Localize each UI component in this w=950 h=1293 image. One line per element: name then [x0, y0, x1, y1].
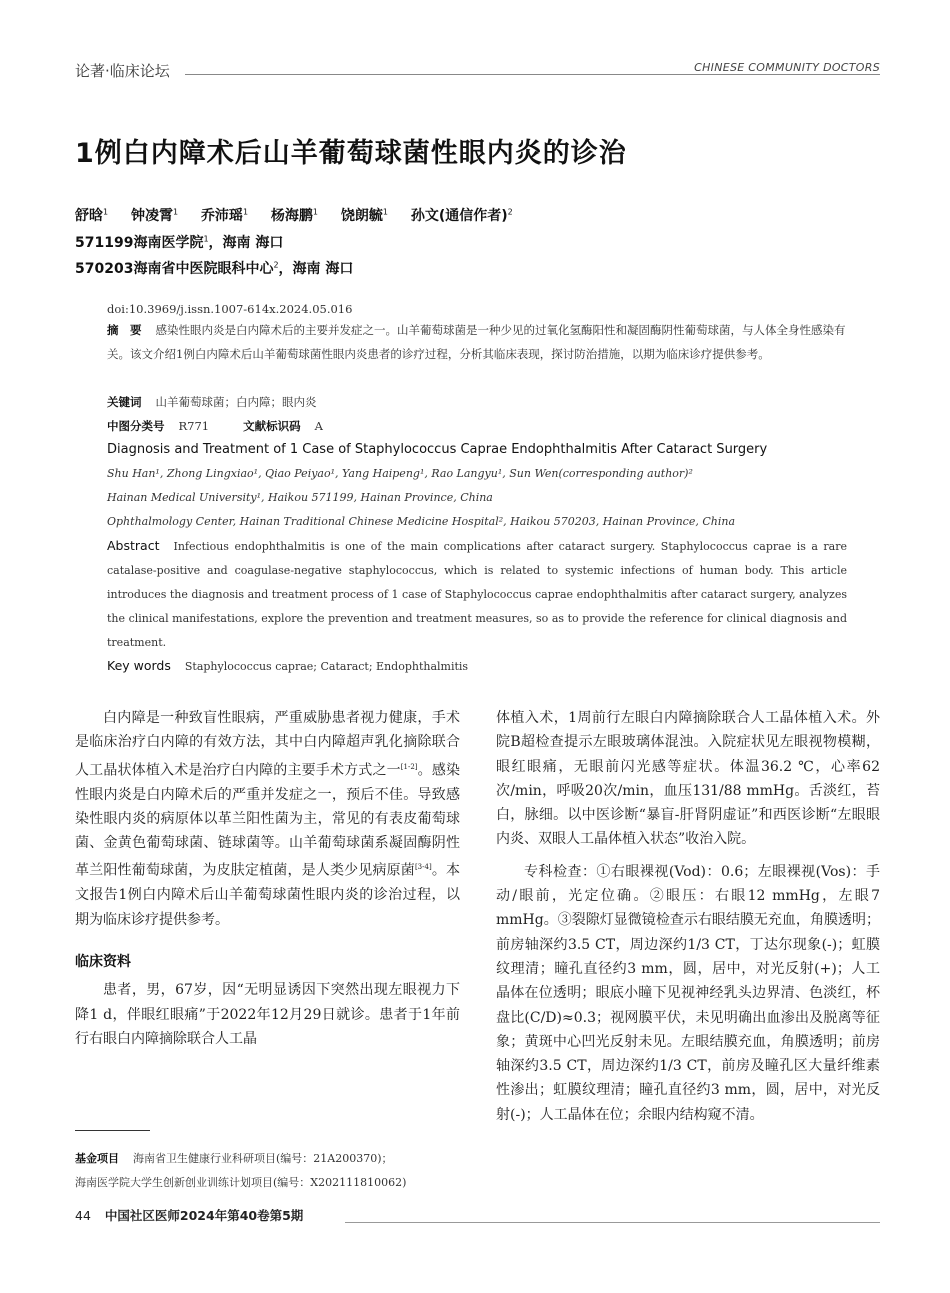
- author: 钟凌霄$^1$: [130, 207, 179, 224]
- section-label: 论著·临床论坛: [75, 62, 170, 80]
- keywords-label: 关键词: [107, 395, 142, 409]
- english-affiliation-2: Ophthalmology Center, Hainan Traditional Chinese Medicine Hospital², Haikou 570203, Hainan Province, China: [107, 515, 736, 528]
- english-title: Diagnosis and Treatment of 1 Case of Staphylococcus Caprae Endophthalmitis After Cataract Surgery: [107, 442, 768, 457]
- page-footer: [75, 1206, 303, 1224]
- exam-paragraph: 专科检查：①右眼裸视(Vod)：0.6；左眼裸视(Vos)：手动/眼前，光定位确。②眼压：右眼12 mmHg，左眼7 mmHg。③裂隙灯显微镜检查示右眼结膜无充血，角膜透明；前房轴深约3.5 CT，周边深约1/3 CT，丁达尔现象(-)；虹膜纹理清；瞳孔直径约3 mm，圆，居中，对光反射(+)；人工晶体在位透明；眼底小瞳下见视神经乳头边界清、色淡红，杯盘比(C/D)≈0.3；视网膜平伏，未见明确出血渗出及脱离等征象；黄斑中心凹光反射未见。左眼结膜充血，角膜透明；前房轴深约3.5 CT，周边深约1/3 CT，前房及瞳孔区大量纤维素性渗出；虹膜纹理清；瞳孔直径约3 mm，圆，居中，对光反射(-)；人工晶体在位；余眼内结构窥不清。: [496, 863, 880, 1123]
- keywords-cn: 关键词 山羊葡萄球菌；白内障；眼内炎: [107, 395, 317, 409]
- affiliation-1: 571199海南医学院$^1$，海南 海口: [75, 234, 284, 251]
- author-list: [75, 205, 531, 225]
- article-title: 1例白内障术后山羊葡萄球菌性眼内炎的诊治: [75, 138, 627, 169]
- abstract-cn: [107, 318, 847, 366]
- footer-divider: [345, 1222, 880, 1223]
- english-authors: Shu Han¹, Zhong Lingxiao¹, Qiao Peiyao¹, Yang Haipeng¹, Rao Langyu¹, Sun Wen(corresponding author)²: [107, 467, 693, 480]
- page-number: 44: [75, 1208, 91, 1223]
- footnote-divider: [75, 1130, 150, 1131]
- intro-paragraph: 白内障是一种致盲性眼病，严重威胁患者视力健康，手术是临床治疗白内障的有效方法，其中白内障超声乳化摘除联合人工晶状体植入术是治疗白内障的主要手术方式之一[1-2]。感染性眼内炎是白内障术后的严重并发症之一，预后不佳。导致感染性眼内炎的病原体以革兰阳性菌为主，常见的有表皮葡萄球菌、金黄色葡萄球菌、链球菌等。山羊葡萄球菌系凝固酶阴性革兰阳性葡萄球菌，为皮肤定植菌，是人类少见病原菌[3-4]。本文报告1例白内障术后山羊葡萄球菌性眼内炎的诊治过程，以期为临床诊疗提供参考。: [75, 710, 461, 928]
- affiliation-2: 570203海南省中医院眼科中心$^2$，海南 海口: [75, 260, 354, 277]
- author: 舒晗$^1$: [75, 207, 109, 224]
- issue-info: 中国社区医师2024年第40卷第5期: [104, 1208, 304, 1223]
- author: 杨海鹏$^1$: [270, 207, 318, 224]
- author: 孙文(通信作者)$^2$: [410, 207, 513, 224]
- abstract-en-label: Abstract: [107, 538, 160, 553]
- journal-name: CHINESE COMMUNITY DOCTORS: [694, 61, 880, 74]
- case-paragraph: 患者，男，67岁，因“无明显诱因下突然出现左眼视力下降1 d，伴眼红眼痛”于2022年12月29日就诊。患者于1年前行右眼白内障摘除联合人工晶: [75, 982, 460, 1047]
- header-divider: [185, 74, 880, 75]
- body-column-left: [75, 706, 460, 1051]
- case-paragraph-cont: 体植入术，1周前行左眼白内障摘除联合人工晶体植入术。外院B超检查提示左眼玻璃体混浊。入院症状见左眼视物模糊，眼红眼痛，无眼前闪光感等症状。体温36.2 ℃，心率62次/min，呼吸20次/min，血压131/88 mmHg。舌淡红，苔白，脉细。以中医诊断“暴盲-肝肾阴虚证”和西医诊断“左眼眼内炎、双眼人工晶体植入状态”收治入院。: [496, 710, 880, 848]
- abstract-en: [107, 534, 847, 655]
- keywords-en-label: Key words: [107, 658, 171, 673]
- abstract-cn-text: 感染性眼内炎是白内障术后的主要并发症之一。山羊葡萄球菌是一种少见的过氧化氢酶阳性和凝固酶阴性葡萄球菌，与人体全身性感染有关。该文介绍1例白内障术后山羊葡萄球菌性眼内炎患者的诊疗过程，分析其临床表现，探讨防治措施，以期为临床诊疗提供参考。: [107, 323, 846, 361]
- body-column-right: [496, 706, 880, 1127]
- classification: 中图分类号 R771 文献标识码 A: [107, 419, 323, 433]
- funding-note: 基金项目 海南省卫生健康行业科研项目(编号：21A200370)； 海南医学院大学生创新创业训练计划项目(编号：X202111810062): [75, 1152, 407, 1189]
- abstract-en-text: Infectious endophthalmitis is one of the main complications after cataract surgery. Staphylococcus caprae is a rare catalase-positive and coagulase-negative staphylococcus, which is related to systemic infections of human body. This article introduces the diagnosis and treatment process of 1 case of Staphylococcus caprae endophthalmitis after cataract surgery, analyzes the clinical manifestations, explore the prevention and treatment measures, so as to provide the reference for clinical diagnosis and treatment.: [107, 540, 847, 649]
- keywords-en: Key words Staphylococcus caprae; Cataract; Endophthalmitis: [107, 658, 469, 673]
- author: 乔沛瑶$^1$: [200, 207, 249, 224]
- author: 饶朗毓$^1$: [340, 207, 388, 224]
- abstract-label: 摘 要: [107, 323, 142, 337]
- english-affiliation-1: Hainan Medical University¹, Haikou 571199, Hainan Province, China: [107, 491, 493, 504]
- section-heading: 临床资料: [75, 953, 131, 970]
- doi: doi:10.3969/j.issn.1007-614x.2024.05.016: [107, 302, 353, 316]
